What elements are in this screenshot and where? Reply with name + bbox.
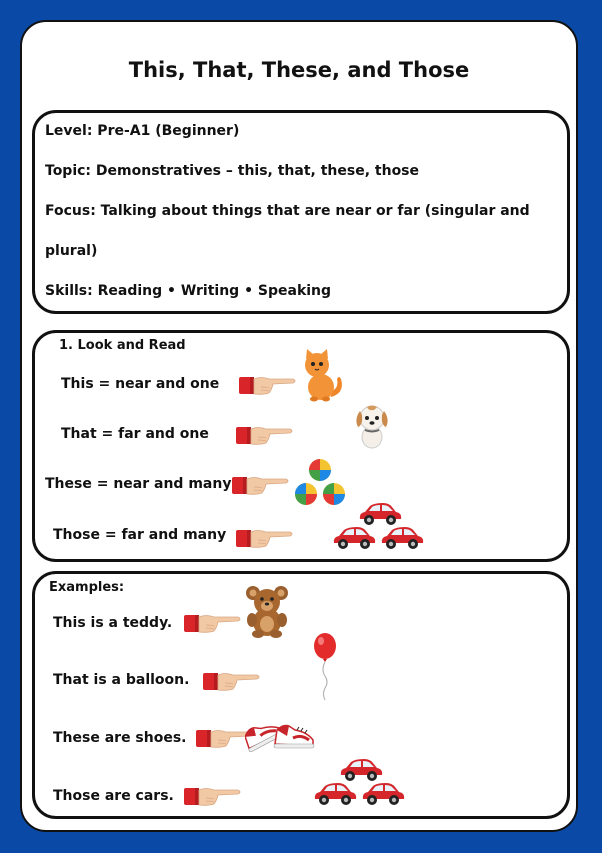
examples-heading: Examples: <box>49 580 125 595</box>
look-row-that: That = far and one <box>61 426 209 442</box>
pointing-hand-icon <box>236 526 294 550</box>
pointing-hand-icon <box>184 611 242 635</box>
pointing-hand-icon <box>203 669 261 693</box>
pointing-hand-icon <box>184 784 242 808</box>
look-heading: 1. Look and Read <box>59 338 186 353</box>
examples-box <box>32 571 570 819</box>
puppy-icon <box>353 401 391 449</box>
focus-line: Focus: Talking about things that are near or far (singular and <box>45 203 530 219</box>
pointing-hand-icon <box>239 373 297 397</box>
cat-icon <box>301 349 345 403</box>
example-teddy: This is a teddy. <box>53 615 173 631</box>
shoes-icon <box>245 710 317 756</box>
example-balloon: That is a balloon. <box>53 672 190 688</box>
teddy-icon <box>243 584 291 638</box>
level-line: Level: Pre-A1 (Beginner) <box>45 123 240 139</box>
info-box <box>32 110 570 314</box>
balloon-icon <box>310 632 340 702</box>
topic-line: Topic: Demonstratives – this, that, these, those <box>45 163 420 179</box>
cars-icon <box>331 501 427 553</box>
focus-line-continued: plural) <box>45 243 98 259</box>
look-row-this: This = near and one <box>61 376 220 392</box>
look-row-those: Those = far and many <box>53 527 227 543</box>
example-shoes: These are shoes. <box>53 730 187 746</box>
pointing-hand-icon <box>236 423 294 447</box>
skills-line: Skills: Reading • Writing • Speaking <box>45 283 332 299</box>
example-cars: Those are cars. <box>53 788 174 804</box>
look-and-read-box <box>32 330 570 562</box>
pointing-hand-icon <box>232 473 290 497</box>
page-title: This, That, These, and Those <box>128 58 470 82</box>
cars-icon <box>312 757 408 809</box>
look-row-these: These = near and many <box>45 476 232 492</box>
